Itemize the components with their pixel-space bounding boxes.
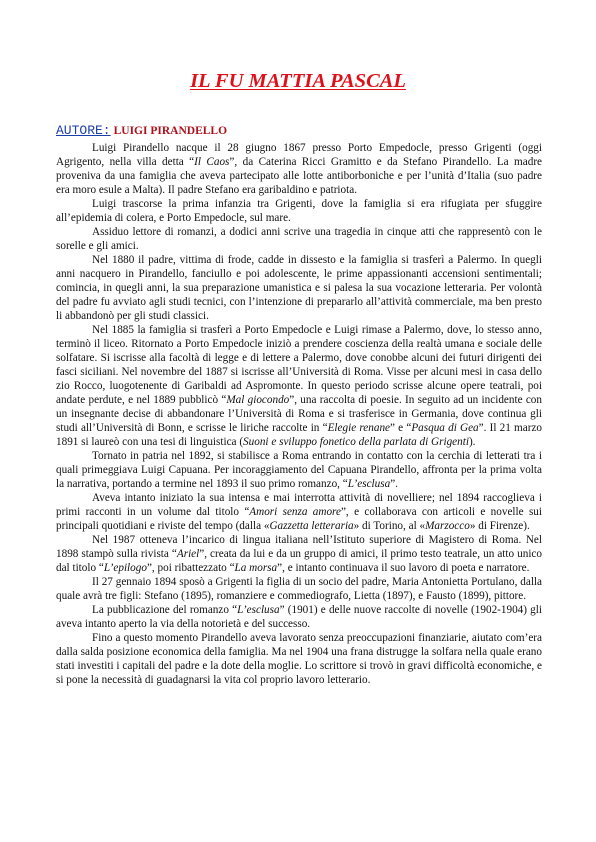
paragraph-text: Nel 1885 la famiglia si trasferì a Porto Empedocle e Luigi rimase a Palermo, dove, lo stesso anno, terminò il liceo. Ritornato a Porto Empedocle iniziò a prendere coscienza della realtà umana e sociale delle solfatare. Si iscrisse alla facoltà di legge e di lettere a Palermo, dove conobbe alcuni dei futuri dirigenti dei fasci siciliani. Nel novembre del 1887 si iscrisse all’Università di Roma. Visse per alcuni mesi in casa dello zio Rocco, luogotenente di Garibaldi ad Aspromonte. In questo periodo scrisse alcune opere teatrali, poi andate perdute, e nel 1889 pubblicò “ <box>56 324 542 406</box>
body-paragraph <box>56 141 542 197</box>
italic-title-text: Gazzetta letteraria <box>269 520 354 532</box>
paragraph-text: ” (1901) e delle nuove raccolte di novelle (1902-1904) gli aveva intanto aperto la via della notorietà e del successo. <box>56 604 542 630</box>
italic-title-text: Suoni e sviluppo fonetico della parlata di Grigenti <box>243 436 469 448</box>
italic-title-text: Marzocco <box>425 520 470 532</box>
body-paragraph <box>56 197 542 225</box>
paragraph-text: La pubblicazione del romanzo “ <box>92 604 238 616</box>
italic-title-text: Amori senza amore <box>249 506 341 518</box>
paragraph-text: Nel 1880 il padre, vittima di frode, cadde in dissesto e la famiglia si trasferì a Palermo. In quegli anni nacquero in Pirandello, fanciullo e poi adolescente, le prime appassionanti accensioni sentimentali; comincia, in quegli anni, la sua preparazione umanistica e si palesa la sua vocazione letteraria. Per volontà del padre fu avviato agli studi tecnici, con l’intenzione di prepararlo all’attività commerciale, ma ben presto li abbandonò per gli studi classici. <box>56 254 542 322</box>
body-paragraph <box>56 603 542 631</box>
paragraph-text: ”, creata da lui e da un gruppo di amici, il primo testo teatrale, un atto unico dal titolo “ <box>56 548 542 574</box>
body-paragraph <box>56 449 542 491</box>
biography-body <box>56 141 542 687</box>
italic-title-text: La morsa <box>234 562 278 574</box>
paragraph-text: Assiduo lettore di romanzi, a dodici anni scrive una tragedia in cinque atti che rappresentò con le sorelle e gli amici. <box>56 226 542 252</box>
paragraph-text: Il 27 gennaio 1894 sposò a Grigenti la figlia di un socio del padre, Maria Antonietta Portulano, dalla quale avrà tre figli: Stefano (1895), romanziere e commediografo, Lietta (1897), e Fausto (1899), pittore. <box>56 576 542 602</box>
paragraph-text: Fino a questo momento Pirandello aveva lavorato senza preoccupazioni finanziarie, aiutato com’era dalla salda posizione economica della famiglia. Ma nel 1904 una frana distrugge la solfara nella quale erano stati investiti i capitali del padre e la dote della moglie. Lo scrittore si trovò in gravi difficoltà economiche, e si pone la necessità di guadagnarsi la vita col proprio lavoro letterario. <box>56 632 542 686</box>
paragraph-text: ”. Il 21 marzo 1891 si laureò con una tesi di linguistica ( <box>56 422 543 448</box>
italic-title-text: L’esclusa <box>237 604 280 616</box>
author-name: LUIGI PIRANDELLO <box>113 125 228 137</box>
body-paragraph <box>56 533 542 575</box>
italic-title-text: L’epilogo <box>103 562 147 574</box>
paragraph-text: ” e “ <box>390 422 412 434</box>
paragraph-text: Aveva intanto iniziato la sua intensa e mai interrotta attività di novelliere; nel 1894 raccoglieva i primi racconti in un volume dal titolo “ <box>56 492 542 518</box>
italic-title-text: Elegie renane <box>327 422 391 434</box>
paragraph-text: Luigi Pirandello nacque il 28 giugno 1867 presso Porto Empedocle, presso Grigenti (oggi Agrigento, nella villa detta “ <box>56 142 542 168</box>
paragraph-text: ”, e collaborava con articoli e novelle sui principali quotidiani e riviste del tempo (dalla « <box>56 506 542 532</box>
paragraph-text: » di Firenze). <box>469 520 530 532</box>
body-paragraph <box>56 491 542 533</box>
italic-title-text: Pasqua di Gea <box>411 422 479 434</box>
italic-title-text: Ariel <box>176 548 200 560</box>
author-label: AUTORE: <box>56 123 111 138</box>
body-paragraph <box>56 323 542 449</box>
italic-title-text: L’esclusa <box>347 478 391 490</box>
paragraph-text: ). <box>468 436 476 448</box>
paragraph-text: ”, e intanto continuava il suo lavoro di poeta e narratore. <box>277 562 530 574</box>
paragraph-text: ”, da Caterina Ricci Gramitto e da Stefano Pirandello. La madre proveniva da una famiglia che aveva partecipato alle lotte antiborboniche e per l’unità d’Italia (suo padre era moro esule a Malta). Il padre Stefano era garibaldino e patriota. <box>56 156 543 196</box>
body-paragraph <box>56 253 542 323</box>
paragraph-text: » di Torino, al « <box>353 520 426 532</box>
paragraph-text: ”, una raccolta di poesie. In seguito ad un incidente con un insegnante decise di abbandonare l’Università di Roma e si trasferisce in Germania, dove continua gli studi all’Università di Bonn, e scrisse le liriche raccolte in “ <box>56 394 542 434</box>
body-paragraph <box>56 225 542 253</box>
paragraph-text: ”, poi ribattezzato “ <box>146 562 235 574</box>
italic-title-text: Il Caos <box>194 156 230 168</box>
body-paragraph <box>56 575 542 603</box>
italic-title-text: Mal giocondo <box>226 394 290 406</box>
document-title: IL FU MATTIA PASCAL <box>190 70 406 92</box>
body-paragraph <box>56 631 542 687</box>
paragraph-text: ”. <box>390 478 398 490</box>
paragraph-text: Tornato in patria nel 1892, si stabilisce a Roma entrando in contatto con la cerchia di letterati tra i quali primeggiava Luigi Capuana. Per incoraggiamento del Capuana Pirandello, affronta per la prima volta la narrativa, portando a termine nel 1893 il suo primo romanzo, “ <box>56 450 542 490</box>
paragraph-text: Nel 1987 otteneva l’incarico di lingua italiana nell’Istituto superiore di Magistero di Roma. Nel 1898 stampò sulla rivista “ <box>56 534 542 560</box>
paragraph-text: Luigi trascorse la prima infanzia tra Grigenti, dove la famiglia si era rifugiata per sfuggire all’epidemia di colera, e Porto Empedocle, sul mare. <box>56 198 542 224</box>
author-line <box>56 123 542 138</box>
